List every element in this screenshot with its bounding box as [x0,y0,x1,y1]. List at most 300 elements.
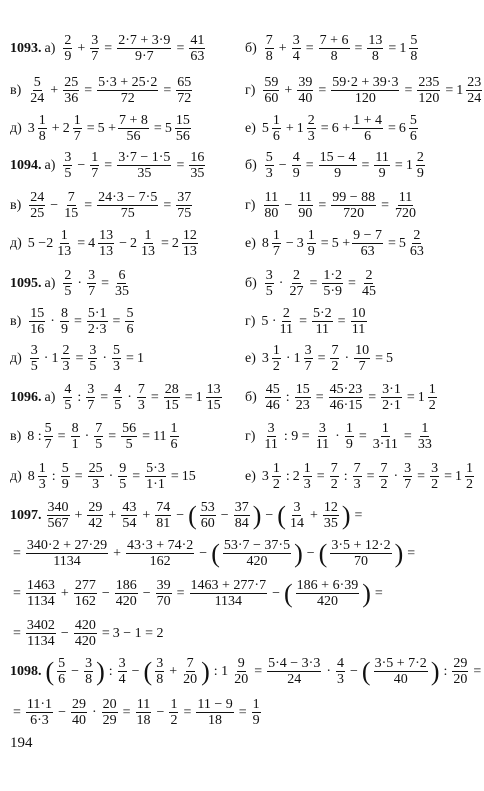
parenthesis: ) [341,500,351,530]
operator: = [388,120,396,136]
denominator: 8 [371,49,379,65]
fraction [63,382,72,413]
operator: = [183,704,192,720]
operator: − [131,663,140,679]
numerator: 29 [88,500,103,515]
parenthesis: ( [318,538,328,568]
operator: − [58,704,66,720]
denominator: 24 [30,91,45,107]
fraction [115,578,138,609]
numerator: 45·23 [329,382,363,397]
numerator: 1 [428,382,436,397]
whole-part: 5 [261,120,269,136]
whole-part: 11 [153,428,167,444]
numerator: 1 [421,421,429,436]
numerator: 11 [298,190,313,205]
fraction [289,500,305,531]
operator: = [122,704,131,720]
whole-part: 2 [130,235,138,251]
whole-part: 2 [46,235,54,251]
operator: = [75,350,84,366]
fraction [394,190,417,221]
operator: = [101,275,109,291]
exercise-number: 1094. [10,157,42,173]
numerator: 7 [331,343,339,358]
denominator: 60 [200,516,215,532]
operator: = [337,313,346,329]
denominator: 5 [265,284,273,300]
formula-line [245,190,419,221]
operator: − [101,585,110,601]
formula-line [10,656,484,687]
formula-line [10,500,365,531]
part-label: е) [245,468,256,484]
numerator: 3 [156,656,164,671]
fraction [29,306,45,337]
fraction [140,228,156,259]
numerator: 1463 + 277·7 [190,578,267,593]
denominator: 1134 [53,554,81,570]
whole-part: 6 [398,120,406,136]
fraction [288,268,304,299]
denominator: 60 [264,91,279,107]
denominator: 70 [353,554,368,570]
text: 5 − [27,235,47,251]
numerator: 15 [295,382,310,397]
part-label: г) [245,313,256,329]
fraction [372,421,399,452]
numerator: 56 [122,421,137,436]
numerator: 420 [74,618,96,633]
denominator: 40 [71,713,86,729]
fraction [63,150,72,181]
numerator: 25 [64,75,79,90]
fraction [121,421,137,452]
fraction [38,461,47,492]
numerator: 65 [177,75,192,90]
denominator: 18 [136,713,151,729]
denominator: 63 [190,49,205,65]
numerator: 2 [413,228,421,243]
fraction [252,697,261,728]
part-label: д) [10,350,22,366]
numerator: 3 [118,656,126,671]
formula-line [10,421,181,452]
operator: = [13,625,21,641]
numerator: 3402 [26,618,55,633]
operator: = [381,197,390,213]
numerator: 39 [156,578,171,593]
numerator: 7 [67,190,75,205]
numerator: 3 [64,150,72,165]
exercise-number: 1098. [10,663,42,679]
numerator: 3 [85,656,93,671]
denominator: 3 [303,477,311,493]
denominator: 2 [330,477,338,493]
fraction [200,500,216,531]
numerator: 1 [73,113,81,128]
exercise-number: 1096. [10,389,42,405]
fraction [56,228,72,259]
part-label: е) [245,350,256,366]
fraction [465,461,474,492]
parenthesis: ) [394,538,404,568]
denominator: 40 [393,672,408,688]
operator: : [285,389,290,405]
text: 15 [181,468,196,484]
fraction [351,306,367,337]
numerator: 1 [38,461,46,476]
parenthesis: ) [430,656,440,686]
fraction [90,150,99,181]
denominator: 420 [246,554,268,570]
operator: · [285,350,291,366]
operator: − [156,704,165,720]
whole-part: 1 [51,350,59,366]
fraction [292,33,301,64]
numerator: 53·7 − 37·5 [223,538,291,553]
denominator: 75 [120,206,135,222]
numerator: 186 + 6·39 [296,578,359,593]
denominator: 1134 [214,594,243,610]
formula-line [10,461,196,492]
operator: = [473,663,482,679]
fraction [26,618,56,649]
numerator: 2 [64,33,72,48]
numerator: 2 [64,268,72,283]
text: 8 : [27,428,42,444]
formula-line [10,190,194,221]
fraction [112,343,121,374]
operator: = [153,120,162,136]
operator: = [100,389,109,405]
numerator: 3 [88,268,96,283]
fraction [164,382,180,413]
numerator: 1 [272,113,280,128]
whole-part: 1 [456,82,464,98]
denominator: 1134 [27,594,55,610]
operator: = [176,40,185,56]
fraction [466,75,482,106]
fraction [315,421,330,452]
numerator: 5 [113,343,121,358]
denominator: 4 [118,672,126,688]
denominator: 7 [91,166,99,182]
fraction [30,343,39,374]
numerator: 3 [304,343,312,358]
part-label: а) [44,275,56,291]
operator: · [127,389,132,405]
denominator: 24 [467,91,482,107]
fraction [297,75,313,106]
denominator: 35 [323,516,338,532]
numerator: 15 [175,113,190,128]
operator: = [13,545,21,561]
denominator: 9 [334,166,342,182]
denominator: 7 [73,129,81,145]
operator: + [108,507,117,523]
fraction [29,190,45,221]
denominator: 35 [137,166,152,182]
operator: : [51,468,56,484]
operator: = [404,82,413,98]
numerator: 2 [365,268,373,283]
whole-part: 4 [88,235,96,251]
denominator: 20 [453,672,468,688]
parenthesis: ) [362,578,371,608]
denominator: 20 [234,672,249,688]
operator: = [445,82,454,98]
fraction [452,656,468,687]
fraction [125,306,134,337]
fraction [297,190,313,221]
denominator: 7 [91,49,99,65]
operator: − [220,507,229,523]
denominator: 7 [358,359,366,375]
operator: = [101,625,110,641]
numerator: 1 [170,697,178,712]
fraction [118,656,127,687]
denominator: 8 [156,672,164,688]
denominator: 24 [287,672,302,688]
denominator: 2 [331,359,339,375]
part-label: б) [245,157,257,173]
fraction [374,656,428,687]
whole-part: 1 [195,389,203,405]
numerator: 7 [137,382,145,397]
fraction [296,578,360,609]
part-label: а) [44,389,56,405]
denominator: 5 [89,359,97,375]
denominator: 2 [465,477,473,493]
fraction [307,113,316,144]
numerator: 11 [264,190,279,205]
numerator: 3 [91,33,99,48]
numerator: 12 [323,500,338,515]
numerator: 1 [272,228,280,243]
denominator: 45 [361,284,376,300]
denominator: 420 [74,634,96,650]
numerator: 3·5 + 12·2 [331,538,391,553]
text: 5 + [97,120,117,136]
text: 5 [386,350,394,366]
denominator: 162 [74,594,96,610]
numerator: 11 [398,190,413,205]
operator: − [176,507,185,523]
formula-line [10,228,200,259]
operator: + [51,120,60,136]
denominator: 13 [182,244,197,260]
numerator: 15 − 4 [319,150,356,165]
fraction [169,697,178,728]
operator: = [73,313,82,329]
denominator: 8 [85,672,93,688]
formula-line [245,268,379,299]
text: 1 [136,350,144,366]
operator: + [169,663,178,679]
fraction [336,656,345,687]
denominator: 2 [380,477,388,493]
formula-line [245,306,369,337]
fraction [265,268,274,299]
operator: : [443,663,448,679]
operator: = [417,468,426,484]
operator: = [315,389,324,405]
fraction [126,538,194,569]
fraction [331,75,399,106]
operator: = [394,157,403,173]
fraction [73,113,82,144]
operator: = [318,197,327,213]
fraction [175,113,191,144]
numerator: 1 [303,461,311,476]
formula-line [10,697,263,728]
numerator: 9 − 7 [353,228,383,243]
operator: = [403,428,412,444]
whole-part: 1 [405,157,413,173]
denominator: 6 [170,437,178,453]
denominator: 4 [292,49,300,65]
numerator: 1 [252,697,260,712]
numerator: 43 [122,500,137,515]
denominator: 18 [208,713,223,729]
numerator: 1 [381,421,389,436]
formula-line [245,421,435,452]
denominator: 8 [265,49,273,65]
fraction [196,697,233,728]
operator: = [112,313,121,329]
part-label: д) [10,468,22,484]
operator: · [43,350,49,366]
operator: = [374,585,383,601]
part-label: д) [10,120,22,136]
parenthesis: ) [294,538,303,568]
denominator: 720 [395,206,417,222]
numerator: 9 [119,461,127,476]
denominator: 33 [417,437,432,453]
formula-line [10,538,418,569]
numerator: 5 [410,33,418,48]
numerator: 1 [170,421,178,436]
denominator: 2 [428,398,436,414]
fraction [417,421,433,452]
denominator: 56 [175,129,190,145]
denominator: 7 [272,244,280,260]
denominator: 3 [337,672,344,688]
fraction [272,228,281,259]
formula-line [10,150,207,181]
denominator: 3 [353,477,361,493]
denominator: 75 [177,206,192,222]
fraction [361,268,377,299]
denominator: 14 [289,516,304,532]
denominator: 7 [44,437,52,453]
fraction [430,461,439,492]
numerator: 5·2 [312,306,332,321]
operator: − [350,663,358,679]
fraction [57,656,66,687]
operator: = [358,428,367,444]
operator: = [388,235,396,251]
numerator: 2 [282,306,290,321]
operator: + [278,40,287,56]
operator: = [318,82,327,98]
fraction [44,421,53,452]
numerator: 3 [292,33,300,48]
part-label: г) [245,82,256,98]
numerator: 23 [467,75,482,90]
operator: = [316,468,325,484]
whole-part: 5 [398,235,406,251]
denominator: 6·3 [30,713,49,729]
exercise-number: 1093. [10,40,42,56]
denominator: 16 [30,322,45,338]
denominator: 23 [295,398,310,414]
fraction [176,190,192,221]
part-label: г) [245,428,256,444]
operator: = [132,468,141,484]
denominator: 3 [113,359,121,375]
denominator: 120 [418,91,440,107]
operator: + [77,40,86,56]
part-label: в) [10,313,22,329]
numerator: 5·3 + 25·2 [98,75,158,90]
fraction [63,268,72,299]
whole-part: 1 [454,468,462,484]
numerator: 3 [431,461,439,476]
whole-part: 2 [171,235,179,251]
fraction [87,500,103,531]
fraction [98,228,114,259]
numerator: 1 [144,228,152,243]
numerator: 7 [95,421,103,436]
operator: = [366,468,375,484]
fraction [190,578,268,609]
denominator: 9 [416,166,424,182]
numerator: 2 [62,343,70,358]
numerator: 5 [265,150,273,165]
numerator: 41 [190,33,205,48]
numerator: 13 [99,228,114,243]
fraction [61,461,70,492]
numerator: 7 [265,33,273,48]
fraction [63,190,79,221]
denominator: 120 [354,91,376,107]
numerator: 7 [380,461,388,476]
denominator: 3 [137,398,145,414]
denominator: 20 [183,672,198,688]
denominator: 35 [114,284,129,300]
parenthesis: ( [188,500,197,530]
operator: : 9 = [283,428,310,444]
denominator: 8 [410,49,418,65]
text: 6 + [331,120,351,136]
operator: + [284,82,293,98]
denominator: 11 [315,437,330,453]
parenthesis: ) [252,500,262,530]
numerator: 5 [61,461,69,476]
operator: = [77,235,86,251]
fraction [409,228,425,259]
numerator: 1 [60,228,68,243]
numerator: 13 [206,382,221,397]
whole-part: 5 [164,120,172,136]
denominator: 13 [141,244,156,260]
denominator: 56 [126,129,141,145]
text: 5 · [261,313,277,329]
fraction [86,382,95,413]
fraction [60,306,69,337]
